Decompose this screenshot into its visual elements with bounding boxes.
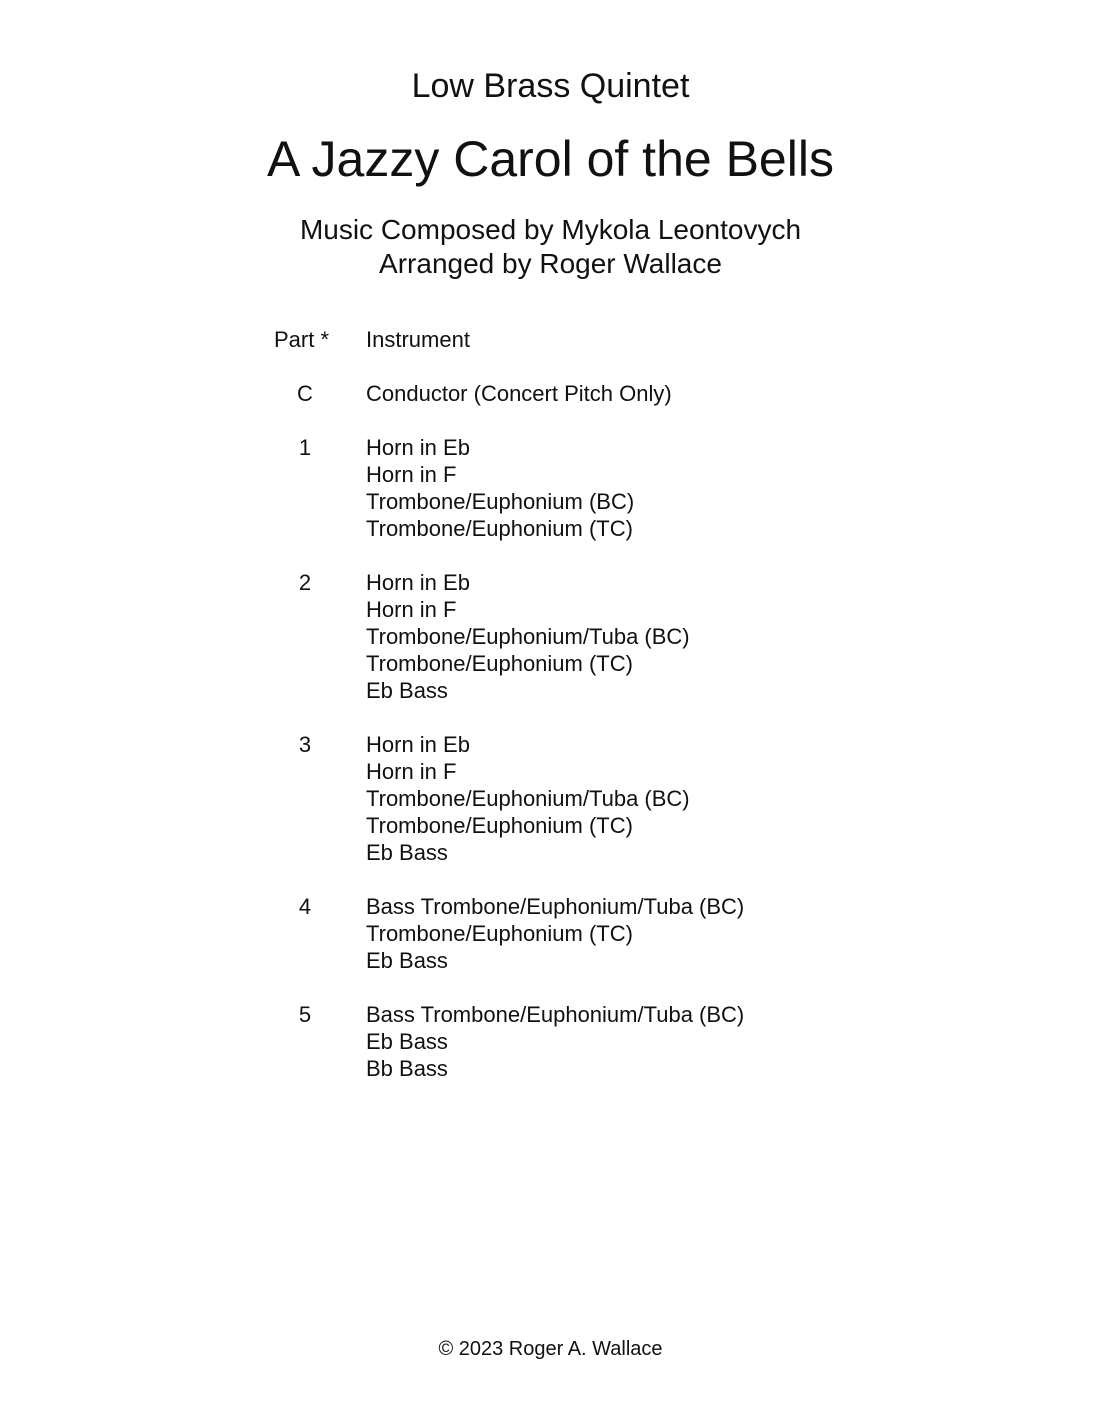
parts-table-header bbox=[274, 326, 834, 353]
copyright-notice: © 2023 Roger A. Wallace bbox=[438, 1338, 663, 1360]
part-number: C bbox=[297, 381, 313, 406]
part-number: 2 bbox=[298, 570, 312, 595]
parts-table bbox=[274, 326, 834, 1109]
instrument-list bbox=[366, 434, 834, 542]
instrument-item: Trombone/Euphonium (TC) bbox=[366, 813, 633, 838]
part-group-2 bbox=[274, 569, 834, 704]
instrument-list bbox=[366, 1001, 834, 1082]
instrument-item: Trombone/Euphonium/Tuba (BC) bbox=[366, 786, 690, 811]
part-number: 1 bbox=[298, 435, 312, 460]
ensemble-heading: Low Brass Quintet bbox=[411, 67, 690, 105]
piece-title: A Jazzy Carol of the Bells bbox=[267, 131, 834, 187]
instrument-item: Bass Trombone/Euphonium/Tuba (BC) bbox=[366, 1002, 745, 1027]
instrument-item: Conductor (Concert Pitch Only) bbox=[366, 381, 672, 406]
instrument-item: Eb Bass bbox=[366, 948, 448, 973]
instrument-item: Bass Trombone/Euphonium/Tuba (BC) bbox=[366, 894, 745, 919]
instrument-list bbox=[366, 731, 834, 866]
instrument-item: Trombone/Euphonium (TC) bbox=[366, 651, 633, 676]
part-group-1 bbox=[274, 434, 834, 542]
instrument-item: Eb Bass bbox=[366, 840, 448, 865]
composer-credit: Music Composed by Mykola Leontovych bbox=[299, 214, 802, 245]
part-group-c bbox=[274, 380, 834, 407]
part-number: 4 bbox=[298, 894, 312, 919]
instrument-item: Eb Bass bbox=[366, 1029, 448, 1054]
instrument-item: Horn in Eb bbox=[366, 570, 470, 595]
instrument-item: Eb Bass bbox=[366, 678, 448, 703]
instrument-item: Trombone/Euphonium (BC) bbox=[366, 489, 635, 514]
instrument-list bbox=[366, 380, 834, 407]
part-group-3 bbox=[274, 731, 834, 866]
instrument-item: Horn in F bbox=[366, 462, 457, 487]
instrument-list bbox=[366, 893, 834, 974]
part-number: 3 bbox=[298, 732, 312, 757]
instrument-item: Horn in Eb bbox=[366, 435, 470, 460]
arranger-credit: Arranged by Roger Wallace bbox=[379, 248, 722, 279]
instrument-item: Trombone/Euphonium (TC) bbox=[366, 921, 633, 946]
instrument-item: Horn in F bbox=[366, 759, 457, 784]
instrument-item: Bb Bass bbox=[366, 1056, 448, 1081]
part-group-4 bbox=[274, 893, 834, 974]
part-group-5 bbox=[274, 1001, 834, 1082]
instrument-item: Trombone/Euphonium (TC) bbox=[366, 516, 633, 541]
part-column-header: Part * bbox=[274, 327, 330, 352]
instrument-column-header: Instrument bbox=[366, 327, 470, 352]
part-number: 5 bbox=[298, 1002, 312, 1027]
instrument-item: Trombone/Euphonium/Tuba (BC) bbox=[366, 624, 690, 649]
instrument-list bbox=[366, 569, 834, 704]
instrument-item: Horn in Eb bbox=[366, 732, 470, 757]
instrument-item: Horn in F bbox=[366, 597, 457, 622]
